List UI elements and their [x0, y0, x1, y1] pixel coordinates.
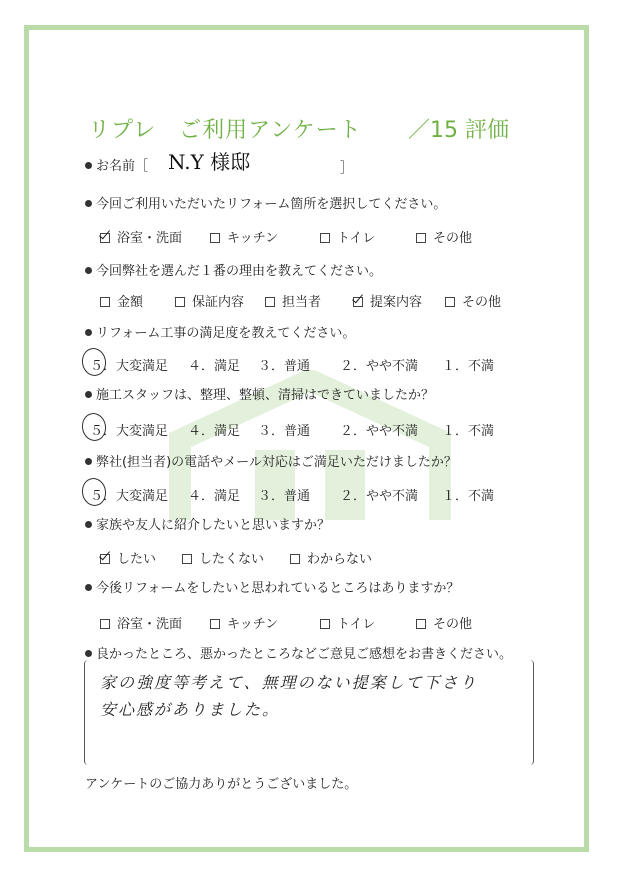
checkbox-icon[interactable] — [100, 297, 110, 307]
q_location-option[interactable] — [210, 227, 278, 246]
q_reason-option[interactable] — [265, 291, 321, 310]
q_location-option[interactable] — [320, 227, 375, 246]
option-label: その他 — [462, 295, 502, 310]
option-label: わからない — [307, 552, 373, 567]
question-staff: 施工スタッフは、整理、整頓、清掃はできていましたか？ — [85, 384, 434, 403]
thanks-message: アンケートのご協力ありがとうございました。 — [85, 777, 358, 792]
option-label: 浴室・洗面 — [117, 617, 183, 632]
q_satisfaction-rating-option[interactable]: ２．やや不満 — [340, 359, 419, 374]
option-label: 保証内容 — [192, 295, 245, 310]
checked-box-icon[interactable] — [100, 233, 110, 243]
question-future: 今後リフォームをしたいと思われているところはありますか？ — [85, 577, 459, 596]
option-label: したくない — [199, 552, 265, 567]
question-recommend: 家族や友人に紹介したいと思いますか？ — [85, 514, 330, 533]
checked-box-icon[interactable] — [353, 297, 363, 307]
q_future-option[interactable] — [210, 613, 278, 632]
bullet-icon — [85, 162, 92, 169]
q_contact-rating-option[interactable]: １．不満 — [442, 489, 495, 504]
question-comments: 良かったところ、悪かったところなどご意見ご感想をお書きください。 — [85, 643, 512, 662]
q_satisfaction-rating-option[interactable]: １．不満 — [442, 359, 495, 374]
option-label: トイレ — [337, 617, 376, 632]
option-label: その他 — [433, 617, 473, 632]
checkbox-icon[interactable] — [320, 233, 330, 243]
checkbox-icon[interactable] — [320, 619, 330, 629]
q_contact-rating-option[interactable]: ４．満足 — [188, 489, 241, 504]
option-label: キッチン — [227, 617, 279, 632]
q_staff-rating-option[interactable]: ２．やや不満 — [340, 424, 419, 439]
q_contact-rating-option[interactable]: ５．大変満足 — [90, 489, 169, 504]
q_recommend-option[interactable] — [290, 548, 372, 567]
option-label: 金額 — [117, 295, 144, 310]
q_staff-rating-option[interactable]: ３．普通 — [258, 424, 311, 439]
bullet-icon — [85, 521, 92, 528]
q_reason-option[interactable] — [353, 291, 422, 310]
bullet-icon — [85, 329, 92, 336]
q_reason-option[interactable] — [445, 291, 501, 310]
question-contact: 弊社(担当者)の電話やメール対応はご満足いただけましたか？ — [85, 451, 457, 470]
bullet-icon — [85, 458, 92, 465]
question-reason: 今回弊社を選んだ１番の理由を教えてください。 — [85, 260, 382, 279]
option-label: したい — [117, 552, 157, 567]
checkbox-icon[interactable] — [445, 297, 455, 307]
q_recommend-option[interactable] — [100, 548, 156, 567]
option-label: 提案内容 — [370, 295, 423, 310]
q_satisfaction-rating-option[interactable]: ５．大変満足 — [90, 359, 169, 374]
q_satisfaction-rating-option[interactable]: ４．満足 — [188, 359, 241, 374]
name-close-bracket: ］ — [340, 161, 354, 176]
name-value[interactable]: N.Y 様邸 — [168, 150, 251, 174]
checkbox-icon[interactable] — [182, 554, 192, 564]
bullet-icon — [85, 267, 92, 274]
option-label: キッチン — [227, 231, 279, 246]
option-label: トイレ — [337, 231, 376, 246]
q_reason-option[interactable] — [175, 291, 244, 310]
checkbox-icon[interactable] — [416, 619, 426, 629]
question-satisfaction: リフォーム工事の満足度を教えてください。 — [85, 322, 355, 341]
q_future-option[interactable] — [100, 613, 182, 632]
q_recommend-option[interactable] — [182, 548, 264, 567]
checked-box-icon[interactable] — [100, 554, 110, 564]
q_staff-rating-option[interactable]: ５．大変満足 — [90, 424, 169, 439]
option-label: 担当者 — [282, 295, 322, 310]
comment-line-2: 安心感がありました。 — [100, 700, 281, 719]
checkbox-icon[interactable] — [210, 619, 220, 629]
q_staff-rating-option[interactable]: １．不満 — [442, 424, 495, 439]
comment-line-1: 家の強度等考えて、無理のない提案して下さり — [100, 673, 478, 692]
q_satisfaction-rating-option[interactable]: ３．普通 — [258, 359, 311, 374]
checkbox-icon[interactable] — [416, 233, 426, 243]
checkbox-icon[interactable] — [175, 297, 185, 307]
q_reason-option[interactable] — [100, 291, 143, 310]
option-label: その他 — [433, 231, 473, 246]
bullet-icon — [85, 650, 92, 657]
question-location: 今回ご利用いただいたリフォーム箇所を選択してください。 — [85, 193, 446, 212]
name-label: お名前［ — [85, 155, 148, 174]
checkbox-icon[interactable] — [265, 297, 275, 307]
bullet-icon — [85, 584, 92, 591]
q_future-option[interactable] — [320, 613, 375, 632]
score-label: ／15 評価 — [408, 118, 509, 143]
option-label: 浴室・洗面 — [117, 231, 183, 246]
q_future-option[interactable] — [416, 613, 472, 632]
checkbox-icon[interactable] — [290, 554, 300, 564]
checkbox-icon[interactable] — [210, 233, 220, 243]
q_location-option[interactable] — [100, 227, 182, 246]
q_staff-rating-option[interactable]: ４．満足 — [188, 424, 241, 439]
q_contact-rating-option[interactable]: ３．普通 — [258, 489, 311, 504]
page-title: リプレ ご利用アンケート — [88, 118, 362, 143]
bullet-icon — [85, 391, 92, 398]
checkbox-icon[interactable] — [100, 619, 110, 629]
q_contact-rating-option[interactable]: ２．やや不満 — [340, 489, 419, 504]
bullet-icon — [85, 200, 92, 207]
q_location-option[interactable] — [416, 227, 472, 246]
